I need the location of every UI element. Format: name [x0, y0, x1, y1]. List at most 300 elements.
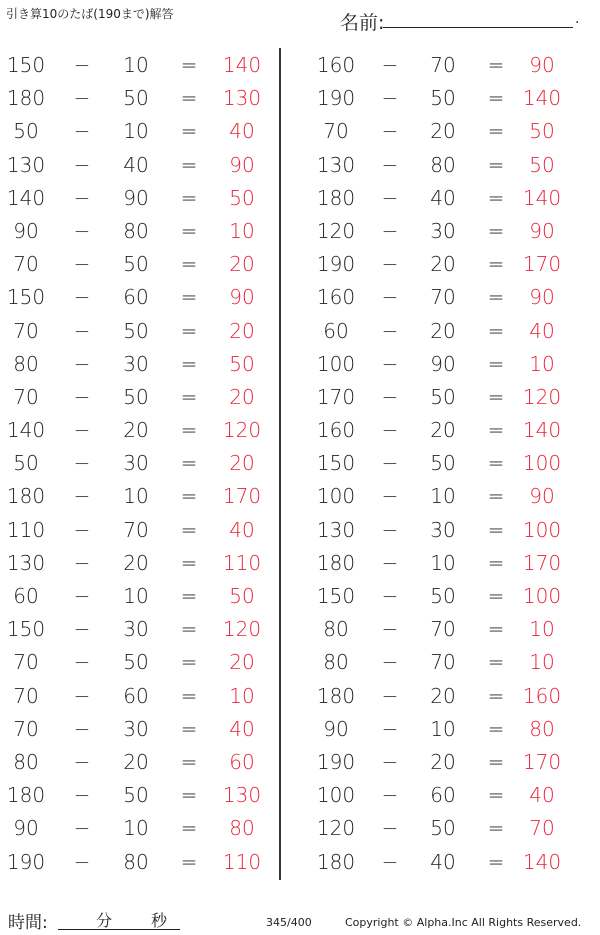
problem-row [0, 746, 290, 779]
minus-sign: − [381, 617, 399, 642]
minuend: 140 [6, 418, 46, 443]
equals-sign: = [487, 318, 505, 343]
equals-sign: = [487, 152, 505, 177]
answer: 100 [522, 517, 562, 542]
minuend: 170 [316, 384, 356, 409]
problem-row [300, 49, 590, 82]
subtrahend: 20 [430, 418, 456, 443]
subtrahend: 10 [123, 584, 149, 608]
answer: 90 [529, 218, 555, 243]
minuend: 90 [13, 816, 39, 841]
subtrahend: 20 [430, 119, 456, 144]
subtrahend: 20 [430, 749, 456, 774]
name-field-line [383, 27, 573, 28]
subtrahend: 40 [430, 849, 456, 874]
problem-row [0, 381, 290, 414]
page-number: 345/400 [266, 916, 312, 929]
minus-sign: − [73, 816, 91, 841]
answer: 140 [222, 53, 262, 77]
subtrahend: 10 [430, 484, 456, 509]
minuend: 80 [323, 617, 349, 642]
answer: 20 [229, 318, 255, 343]
minus-sign: − [73, 484, 91, 509]
subtrahend: 90 [123, 185, 149, 210]
equals-sign: = [487, 550, 505, 575]
minus-sign: − [381, 550, 399, 575]
answer: 50 [229, 185, 255, 210]
problem-row [300, 182, 590, 215]
minus-sign: − [73, 285, 91, 310]
minuend: 70 [13, 683, 39, 708]
equals-sign: = [487, 617, 505, 642]
minus-sign: − [381, 451, 399, 476]
problem-row [300, 348, 590, 381]
problem-row [0, 646, 290, 679]
problem-row [300, 779, 590, 812]
minus-sign: − [381, 351, 399, 376]
subtrahend: 40 [430, 185, 456, 210]
equals-sign: = [180, 617, 198, 642]
minus-sign: − [381, 484, 399, 509]
minuend: 70 [13, 252, 39, 277]
subtrahend: 50 [430, 584, 456, 608]
answer: 110 [222, 550, 262, 575]
problem-row [300, 115, 590, 148]
minus-sign: − [381, 650, 399, 675]
subtrahend: 10 [123, 119, 149, 144]
equals-sign: = [180, 53, 198, 77]
minuend: 80 [13, 351, 39, 376]
equals-sign: = [487, 716, 505, 741]
equals-sign: = [487, 484, 505, 509]
problem-row [300, 680, 590, 713]
answer: 40 [529, 783, 555, 808]
equals-sign: = [180, 451, 198, 476]
subtrahend: 30 [123, 617, 149, 642]
minus-sign: − [381, 185, 399, 210]
worksheet-title: 引き算10のたば(190まで)解答 [6, 7, 174, 21]
answer: 20 [229, 252, 255, 277]
subtrahend: 10 [123, 53, 149, 77]
equals-sign: = [180, 650, 198, 675]
equals-sign: = [487, 285, 505, 310]
problem-row [0, 480, 290, 513]
minus-sign: − [73, 318, 91, 343]
answer: 160 [522, 683, 562, 708]
problem-row [0, 447, 290, 480]
equals-sign: = [180, 86, 198, 111]
minus-sign: − [73, 218, 91, 243]
answer: 10 [529, 351, 555, 376]
minuend: 70 [13, 318, 39, 343]
subtrahend: 70 [430, 617, 456, 642]
answer: 110 [222, 849, 262, 874]
answer: 140 [522, 86, 562, 111]
answer: 90 [229, 152, 255, 177]
name-line-dot: . [575, 11, 580, 27]
equals-sign: = [487, 451, 505, 476]
answer: 120 [522, 384, 562, 409]
equals-sign: = [180, 716, 198, 741]
subtrahend: 20 [123, 749, 149, 774]
minus-sign: − [381, 119, 399, 144]
subtrahend: 80 [123, 849, 149, 874]
problem-row [0, 547, 290, 580]
minus-sign: − [73, 252, 91, 277]
minuend: 110 [6, 517, 46, 542]
problem-row [300, 514, 590, 547]
minus-sign: − [73, 185, 91, 210]
equals-sign: = [487, 252, 505, 277]
equals-sign: = [487, 849, 505, 874]
subtrahend: 50 [123, 650, 149, 675]
subtrahend: 80 [430, 152, 456, 177]
minus-sign: − [73, 119, 91, 144]
problem-row [300, 812, 590, 845]
equals-sign: = [487, 351, 505, 376]
equals-sign: = [180, 218, 198, 243]
answer: 130 [222, 86, 262, 111]
equals-sign: = [487, 650, 505, 675]
problem-row [0, 82, 290, 115]
minus-sign: − [381, 716, 399, 741]
minus-sign: − [381, 418, 399, 443]
answer: 10 [529, 650, 555, 675]
problem-row [0, 248, 290, 281]
answer: 20 [229, 451, 255, 476]
subtrahend: 40 [123, 152, 149, 177]
problem-row [0, 315, 290, 348]
minuend: 150 [6, 617, 46, 642]
problem-row [0, 613, 290, 646]
minus-sign: − [381, 683, 399, 708]
answer: 20 [229, 650, 255, 675]
equals-sign: = [180, 119, 198, 144]
minuend: 160 [316, 418, 356, 443]
problem-row [300, 281, 590, 314]
subtrahend: 50 [430, 451, 456, 476]
subtrahend: 10 [430, 550, 456, 575]
minus-sign: − [73, 53, 91, 77]
minuend: 80 [323, 650, 349, 675]
minus-sign: − [73, 584, 91, 608]
minuend: 70 [13, 384, 39, 409]
problem-row [300, 248, 590, 281]
problem-row [300, 447, 590, 480]
answer: 120 [222, 418, 262, 443]
minuend: 130 [316, 517, 356, 542]
minuend: 160 [316, 53, 356, 77]
equals-sign: = [487, 517, 505, 542]
answer: 140 [522, 418, 562, 443]
equals-sign: = [487, 86, 505, 111]
subtrahend: 50 [430, 816, 456, 841]
equals-sign: = [487, 783, 505, 808]
minus-sign: − [381, 384, 399, 409]
equals-sign: = [487, 119, 505, 144]
equals-sign: = [180, 849, 198, 874]
minus-sign: − [381, 849, 399, 874]
equals-sign: = [180, 749, 198, 774]
minus-sign: − [73, 418, 91, 443]
equals-sign: = [180, 318, 198, 343]
equals-sign: = [487, 816, 505, 841]
problem-row [300, 414, 590, 447]
problem-row [300, 646, 590, 679]
minuend: 70 [13, 650, 39, 675]
minus-sign: − [73, 617, 91, 642]
equals-sign: = [487, 384, 505, 409]
equals-sign: = [180, 517, 198, 542]
minus-sign: − [381, 53, 399, 77]
equals-sign: = [487, 749, 505, 774]
problem-row [0, 149, 290, 182]
subtrahend: 20 [430, 252, 456, 277]
minus-sign: − [73, 783, 91, 808]
answer: 140 [522, 849, 562, 874]
minuend: 190 [6, 849, 46, 874]
answer: 90 [529, 285, 555, 310]
subtrahend: 70 [430, 650, 456, 675]
problem-row [300, 746, 590, 779]
minus-sign: − [381, 816, 399, 841]
minuend: 60 [13, 584, 39, 608]
answer: 10 [229, 683, 255, 708]
minus-sign: − [73, 517, 91, 542]
problem-row [300, 480, 590, 513]
answer: 10 [529, 617, 555, 642]
equals-sign: = [487, 185, 505, 210]
seconds-label: 秒 [151, 911, 168, 930]
equals-sign: = [180, 683, 198, 708]
time-label: 時間: [8, 913, 48, 933]
minus-sign: − [381, 584, 399, 608]
minuend: 130 [316, 152, 356, 177]
minus-sign: − [73, 849, 91, 874]
subtrahend: 90 [430, 351, 456, 376]
minuend: 190 [316, 749, 356, 774]
problem-row [0, 680, 290, 713]
minuend: 150 [316, 451, 356, 476]
minus-sign: − [73, 351, 91, 376]
equals-sign: = [487, 53, 505, 77]
subtrahend: 10 [430, 716, 456, 741]
answer: 40 [529, 318, 555, 343]
minuend: 180 [6, 484, 46, 509]
subtrahend: 50 [430, 86, 456, 111]
minuend: 150 [6, 285, 46, 310]
problem-row [300, 547, 590, 580]
minuend: 180 [316, 550, 356, 575]
answer: 170 [222, 484, 262, 509]
minus-sign: − [73, 749, 91, 774]
answer: 50 [529, 119, 555, 144]
subtrahend: 10 [123, 816, 149, 841]
answer: 130 [222, 783, 262, 808]
problem-row [300, 215, 590, 248]
minuend: 180 [316, 185, 356, 210]
subtrahend: 60 [123, 683, 149, 708]
answer: 60 [229, 749, 255, 774]
subtrahend: 20 [123, 550, 149, 575]
equals-sign: = [487, 418, 505, 443]
answer: 90 [529, 53, 555, 77]
minuend: 180 [6, 86, 46, 111]
equals-sign: = [180, 252, 198, 277]
answer: 40 [229, 119, 255, 144]
problem-row [0, 846, 290, 879]
answer: 50 [229, 351, 255, 376]
problem-row [0, 215, 290, 248]
minuend: 150 [316, 584, 356, 608]
minuend: 70 [13, 716, 39, 741]
equals-sign: = [180, 418, 198, 443]
problem-row [0, 348, 290, 381]
subtrahend: 30 [123, 451, 149, 476]
subtrahend: 70 [123, 517, 149, 542]
subtrahend: 30 [123, 716, 149, 741]
subtrahend: 80 [123, 218, 149, 243]
equals-sign: = [487, 218, 505, 243]
equals-sign: = [180, 152, 198, 177]
answer: 100 [522, 451, 562, 476]
problem-row [300, 613, 590, 646]
minuend: 50 [13, 451, 39, 476]
minuend: 190 [316, 86, 356, 111]
minus-sign: − [381, 783, 399, 808]
problem-row [300, 149, 590, 182]
minus-sign: − [73, 683, 91, 708]
minus-sign: − [73, 650, 91, 675]
minuend: 100 [316, 351, 356, 376]
subtrahend: 20 [430, 683, 456, 708]
minuend: 190 [316, 252, 356, 277]
minuend: 70 [323, 119, 349, 144]
equals-sign: = [487, 584, 505, 608]
subtrahend: 50 [123, 252, 149, 277]
minus-sign: − [73, 451, 91, 476]
subtrahend: 20 [430, 318, 456, 343]
answer: 40 [229, 517, 255, 542]
subtrahend: 50 [123, 384, 149, 409]
problem-row [300, 846, 590, 879]
problem-row [0, 414, 290, 447]
minuend: 60 [323, 318, 349, 343]
problem-row [0, 812, 290, 845]
subtrahend: 50 [123, 783, 149, 808]
minuend: 180 [316, 849, 356, 874]
minus-sign: − [73, 716, 91, 741]
problem-row [0, 115, 290, 148]
equals-sign: = [180, 484, 198, 509]
minuend: 160 [316, 285, 356, 310]
minus-sign: − [381, 252, 399, 277]
minus-sign: − [73, 86, 91, 111]
problem-row [0, 182, 290, 215]
problem-row [0, 713, 290, 746]
subtrahend: 50 [123, 318, 149, 343]
minuend: 130 [6, 152, 46, 177]
subtrahend: 50 [430, 384, 456, 409]
problem-row [0, 281, 290, 314]
equals-sign: = [180, 384, 198, 409]
equals-sign: = [180, 584, 198, 608]
answer: 120 [222, 617, 262, 642]
subtrahend: 50 [123, 86, 149, 111]
answer: 20 [229, 384, 255, 409]
minuend: 90 [13, 218, 39, 243]
problem-row [0, 580, 290, 613]
minus-sign: − [381, 318, 399, 343]
minuend: 100 [316, 484, 356, 509]
problem-row [300, 315, 590, 348]
answer: 80 [529, 716, 555, 741]
problem-row [300, 713, 590, 746]
minus-sign: − [381, 152, 399, 177]
minuend: 80 [13, 749, 39, 774]
minuend: 100 [316, 783, 356, 808]
right-problem-column [300, 49, 590, 879]
answer: 70 [529, 816, 555, 841]
minuend: 130 [6, 550, 46, 575]
minuend: 50 [13, 119, 39, 144]
subtrahend: 20 [123, 418, 149, 443]
answer: 170 [522, 749, 562, 774]
equals-sign: = [180, 351, 198, 376]
answer: 40 [229, 716, 255, 741]
equals-sign: = [180, 550, 198, 575]
left-problem-column [0, 49, 290, 879]
subtrahend: 60 [123, 285, 149, 310]
problem-row [300, 82, 590, 115]
subtrahend: 30 [430, 517, 456, 542]
minuend: 90 [323, 716, 349, 741]
subtrahend: 10 [123, 484, 149, 509]
problem-row [300, 580, 590, 613]
minuend: 120 [316, 218, 356, 243]
subtrahend: 60 [430, 783, 456, 808]
answer: 100 [522, 584, 562, 608]
equals-sign: = [180, 783, 198, 808]
minuend: 180 [316, 683, 356, 708]
answer: 170 [522, 550, 562, 575]
answer: 170 [522, 252, 562, 277]
subtrahend: 30 [123, 351, 149, 376]
equals-sign: = [487, 683, 505, 708]
answer: 10 [229, 218, 255, 243]
problem-row [0, 779, 290, 812]
answer: 90 [529, 484, 555, 509]
minus-sign: − [73, 384, 91, 409]
answer: 80 [229, 816, 255, 841]
minuend: 120 [316, 816, 356, 841]
minus-sign: − [381, 218, 399, 243]
minus-sign: − [381, 285, 399, 310]
subtrahend: 30 [430, 218, 456, 243]
equals-sign: = [180, 285, 198, 310]
subtrahend: 70 [430, 53, 456, 77]
subtrahend: 70 [430, 285, 456, 310]
name-label: 名前: [340, 12, 385, 34]
answer: 140 [522, 185, 562, 210]
answer: 50 [529, 152, 555, 177]
minus-sign: − [73, 550, 91, 575]
minuend: 140 [6, 185, 46, 210]
answer: 90 [229, 285, 255, 310]
copyright-notice: Copyright © Alpha.Inc All Rights Reserved. [345, 916, 582, 929]
minuend: 180 [6, 783, 46, 808]
problem-row [300, 381, 590, 414]
